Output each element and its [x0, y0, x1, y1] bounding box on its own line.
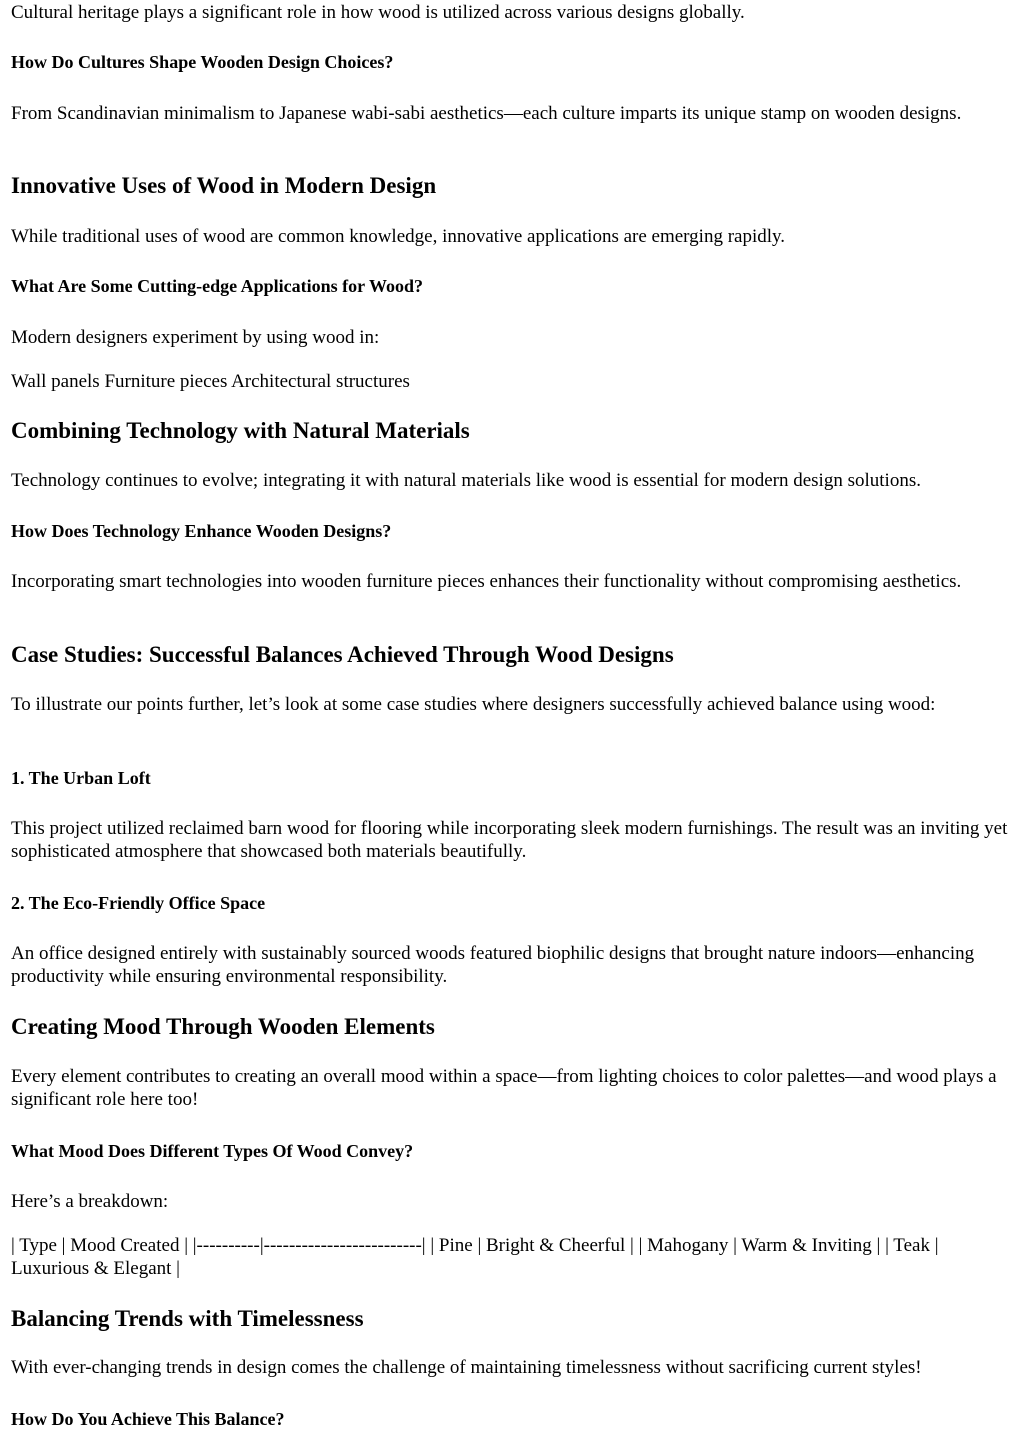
paragraph-urban-loft: This project utilized reclaimed barn wood for flooring while incorporating sleek modern furnishings. The result was an inviting yet sophisticated atmosphere that showcased both materials beautifully.	[11, 818, 1008, 862]
heading-case-studies: Case Studies: Successful Balances Achieved Through Wood Designs	[11, 642, 674, 667]
heading-eco-friendly-office: 2. The Eco-Friendly Office Space	[11, 893, 266, 913]
paragraph-technology-evolves: Technology continues to evolve; integrating it with natural materials like wood is essential for modern design solutions.	[11, 470, 921, 491]
paragraph-element-mood: Every element contributes to creating an overall mood within a space—from lighting choices to color palettes—and wood plays a significant role here too!	[11, 1066, 997, 1110]
heading-balancing-trends: Balancing Trends with Timelessness	[11, 1306, 364, 1331]
heading-creating-mood: Creating Mood Through Wooden Elements	[11, 1014, 435, 1039]
paragraph-eco-friendly-office: An office designed entirely with sustainably sourced woods featured biophilic designs that brought nature indoors—enhancing productivity while ensuring environmental responsibility.	[11, 943, 975, 987]
paragraph-breakdown-intro: Here’s a breakdown:	[11, 1191, 169, 1212]
heading-innovative-uses: Innovative Uses of Wood in Modern Design	[11, 173, 437, 198]
heading-cultures-shape-design: How Do Cultures Shape Wooden Design Choices?	[11, 52, 394, 72]
paragraph-innovative-applications: While traditional uses of wood are common knowledge, innovative applications are emerging rapidly.	[11, 226, 786, 247]
heading-wood-mood-types: What Mood Does Different Types Of Wood Convey?	[11, 1141, 414, 1161]
heading-achieve-balance: How Do You Achieve This Balance?	[11, 1409, 285, 1429]
heading-cutting-edge-applications: What Are Some Cutting-edge Applications for Wood?	[11, 276, 424, 296]
paragraph-ever-changing-trends: With ever-changing trends in design comes the challenge of maintaining timelessness without sacrificing current styles!	[11, 1357, 922, 1378]
paragraph-wood-uses-list: Wall panels Furniture pieces Architectural structures	[11, 371, 410, 392]
paragraph-culture-stamp: From Scandinavian minimalism to Japanese wabi-sabi aesthetics—each culture imparts its unique stamp on wooden designs.	[11, 103, 962, 124]
paragraph-case-studies-intro: To illustrate our points further, let’s look at some case studies where designers successfully achieved balance using wood:	[11, 694, 936, 715]
paragraph-mood-table-text: | Type | Mood Created | |----------|-------------------------| | Pine | Bright & Cheerful | | Mahogany | Warm & Inviting | | Teak | Luxurious & Elegant |	[11, 1235, 939, 1279]
paragraph-designers-experiment: Modern designers experiment by using wood in:	[11, 327, 380, 348]
heading-technology-enhance: How Does Technology Enhance Wooden Designs?	[11, 521, 392, 541]
paragraph-cultural-heritage: Cultural heritage plays a significant role in how wood is utilized across various designs globally.	[11, 2, 745, 23]
paragraph-smart-technologies: Incorporating smart technologies into wooden furniture pieces enhances their functionality without compromising aesthetics.	[11, 571, 962, 592]
heading-urban-loft: 1. The Urban Loft	[11, 768, 151, 788]
heading-combining-technology: Combining Technology with Natural Materials	[11, 418, 470, 443]
